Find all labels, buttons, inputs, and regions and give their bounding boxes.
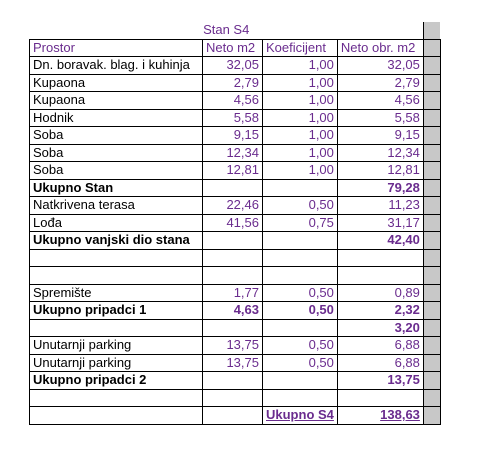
cell-prostor: Soba (30, 162, 203, 180)
cell-neto-m2: 12,34 (203, 144, 263, 162)
cell-neto-obr-m2: 31,17 (337, 214, 423, 232)
table-row (30, 249, 441, 267)
cell-neto-obr-m2: 5,58 (337, 109, 423, 127)
cell-koeficijent (263, 372, 338, 390)
side-gray-cell (423, 197, 440, 215)
side-gray-cell (423, 39, 440, 57)
cell-koeficijent: 0,50 (263, 302, 338, 320)
cell-neto-m2: 5,58 (203, 109, 263, 127)
cell-neto-m2: 4,56 (203, 92, 263, 110)
cell-koeficijent (263, 319, 338, 337)
table-row (30, 179, 441, 197)
cell-neto-m2 (203, 249, 263, 267)
header-neto-m2: Neto m2 (203, 39, 263, 57)
cell-neto-obr-m2: 13,75 (337, 372, 423, 390)
cell-neto-m2: 1,77 (203, 284, 263, 302)
cell-neto-obr-m2: 3,20 (337, 319, 423, 337)
cell-prostor: Hodnik (30, 109, 203, 127)
side-gray-cell (423, 372, 440, 390)
cell-prostor: Kupaona (30, 74, 203, 92)
cell-koeficijent: 0,75 (263, 214, 338, 232)
cell-neto-m2: 2,79 (203, 74, 263, 92)
cell-prostor: Ukupno pripadci 1 (30, 302, 203, 320)
cell-prostor (30, 249, 203, 267)
table-row (30, 354, 441, 372)
side-gray-cell (423, 144, 440, 162)
cell-prostor (30, 267, 203, 285)
cell-koeficijent: 1,00 (263, 57, 338, 75)
table-row (30, 57, 441, 75)
cell-koeficijent: 1,00 (263, 162, 338, 180)
table-row (30, 389, 441, 407)
cell-neto-m2: 4,63 (203, 302, 263, 320)
cell-koeficijent (263, 389, 338, 407)
side-gray-cell (423, 354, 440, 372)
side-gray-cell (423, 179, 440, 197)
table-row (30, 302, 441, 320)
cell-neto-obr-m2: 0,89 (337, 284, 423, 302)
header-row (30, 39, 441, 57)
cell-neto-obr-m2: 9,15 (337, 127, 423, 145)
cell-neto-obr-m2 (337, 249, 423, 267)
cell-neto-m2: 41,56 (203, 214, 263, 232)
table-title: Stan S4 (30, 22, 424, 39)
side-gray-cell (423, 249, 440, 267)
cell-neto-m2 (203, 372, 263, 390)
cell-neto-m2 (203, 179, 263, 197)
cell-neto-obr-m2: 12,34 (337, 144, 423, 162)
header-prostor: Prostor (30, 39, 203, 57)
header-neto-obr-m2: Neto obr. m2 (337, 39, 423, 57)
cell-prostor: Unutarnji parking (30, 337, 203, 355)
cell-neto-obr-m2 (337, 267, 423, 285)
cell-neto-m2: 9,15 (203, 127, 263, 145)
side-gray-cell (423, 214, 440, 232)
cell-koeficijent: 0,50 (263, 337, 338, 355)
cell-neto-m2 (203, 267, 263, 285)
side-gray-cell (423, 319, 440, 337)
cell-neto-obr-m2: 79,28 (337, 179, 423, 197)
cell-neto-m2 (203, 407, 263, 425)
side-gray-cell (423, 127, 440, 145)
cell-prostor: Ukupno vanjski dio stana (30, 232, 203, 250)
table-row (30, 109, 441, 127)
cell-prostor (30, 389, 203, 407)
cell-neto-obr-m2: 12,81 (337, 162, 423, 180)
cell-neto-obr-m2 (337, 389, 423, 407)
cell-neto-obr-m2: 2,79 (337, 74, 423, 92)
table-row (30, 92, 441, 110)
table-row (30, 232, 441, 250)
table-row (30, 214, 441, 232)
cell-koeficijent (263, 267, 338, 285)
table-row (30, 162, 441, 180)
cell-prostor: Ukupno Stan (30, 179, 203, 197)
cell-neto-obr-m2: 6,88 (337, 354, 423, 372)
side-gray-cell (423, 407, 440, 425)
cell-neto-obr-m2: 4,56 (337, 92, 423, 110)
cell-prostor (30, 319, 203, 337)
side-gray-cell (423, 389, 440, 407)
cell-prostor: Lođa (30, 214, 203, 232)
cell-neto-obr-m2: 138,63 (337, 407, 423, 425)
cell-koeficijent: 1,00 (263, 144, 338, 162)
cell-prostor: Unutarnji parking (30, 354, 203, 372)
table-body (30, 22, 441, 424)
cell-koeficijent: 0,50 (263, 354, 338, 372)
cell-koeficijent: 1,00 (263, 109, 338, 127)
cell-neto-obr-m2: 42,40 (337, 232, 423, 250)
cell-neto-m2: 22,46 (203, 197, 263, 215)
cell-neto-m2: 13,75 (203, 354, 263, 372)
title-row (30, 22, 441, 39)
table-row (30, 407, 441, 425)
cell-koeficijent: 1,00 (263, 74, 338, 92)
side-gray-cell (423, 74, 440, 92)
header-koeficijent: Koeficijent (263, 39, 338, 57)
cell-koeficijent (263, 249, 338, 267)
cell-neto-m2 (203, 319, 263, 337)
table-row (30, 267, 441, 285)
side-gray-cell (423, 162, 440, 180)
cell-prostor: Natkrivena terasa (30, 197, 203, 215)
cell-neto-m2 (203, 389, 263, 407)
cell-neto-obr-m2: 11,23 (337, 197, 423, 215)
side-gray-cell (423, 284, 440, 302)
cell-neto-m2: 32,05 (203, 57, 263, 75)
table-row (30, 337, 441, 355)
side-gray-cell (423, 109, 440, 127)
cell-neto-m2: 13,75 (203, 337, 263, 355)
cell-neto-m2: 12,81 (203, 162, 263, 180)
cell-prostor: Dn. boravak. blag. i kuhinja (30, 57, 203, 75)
apartment-area-table (29, 22, 441, 425)
table-row (30, 144, 441, 162)
cell-prostor (30, 407, 203, 425)
cell-neto-m2 (203, 232, 263, 250)
cell-neto-obr-m2: 32,05 (337, 57, 423, 75)
cell-neto-obr-m2: 6,88 (337, 337, 423, 355)
cell-koeficijent: 1,00 (263, 92, 338, 110)
table-row (30, 197, 441, 215)
cell-koeficijent (263, 232, 338, 250)
side-gray-cell (423, 232, 440, 250)
cell-koeficijent: 0,50 (263, 284, 338, 302)
cell-koeficijent (263, 179, 338, 197)
side-gray-cell (423, 302, 440, 320)
cell-prostor: Kupaona (30, 92, 203, 110)
cell-prostor: Soba (30, 144, 203, 162)
side-gray-cell (423, 267, 440, 285)
table-row (30, 372, 441, 390)
side-gray-cell (423, 57, 440, 75)
side-gray-cell (423, 337, 440, 355)
table-row (30, 284, 441, 302)
cell-prostor: Ukupno pripadci 2 (30, 372, 203, 390)
cell-prostor: Soba (30, 127, 203, 145)
table-row (30, 319, 441, 337)
cell-koeficijent: Ukupno S4 (263, 407, 338, 425)
cell-koeficijent: 1,00 (263, 127, 338, 145)
side-gray-cell (423, 92, 440, 110)
cell-prostor: Spremište (30, 284, 203, 302)
table-row (30, 127, 441, 145)
cell-koeficijent: 0,50 (263, 197, 338, 215)
cell-neto-obr-m2: 2,32 (337, 302, 423, 320)
side-gray-cell (423, 22, 440, 39)
table-row (30, 74, 441, 92)
